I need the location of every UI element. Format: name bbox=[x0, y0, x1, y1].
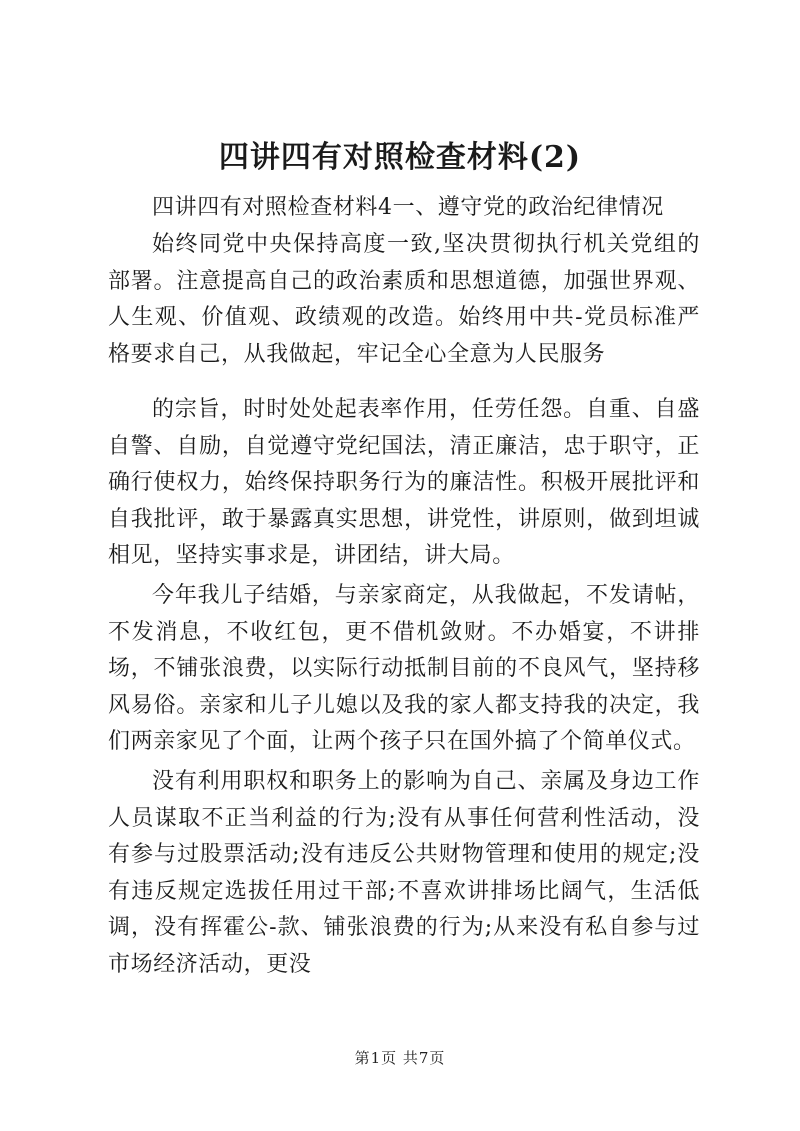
paragraph-3: 的宗旨，时时处处起表率作用，任劳任怨。自重、自盛自警、自励，自觉遵守党纪国法，清正廉洁，忠于职守，正确行使权力，始终保持职务行为的廉洁性。积极开展批评和自我批评，敢于暴露真实思想，讲党性，讲原则，做到坦诚相见，坚持实事求是，讲团结，讲大局。 bbox=[108, 397, 700, 568]
paragraph-2: 始终同党中央保持高度一致,坚决贯彻执行机关党组的部署。注意提高自己的政治素质和思想道德，加强世界观、人生观、价值观、政绩观的改造。始终用中共-党员标准严格要求自己，从我做起，牢记全心全意为人民服务 bbox=[108, 232, 700, 367]
page-footer: 第1页 共7页 bbox=[354, 1049, 446, 1067]
paragraph-4: 今年我儿子结婚，与亲家商定，从我做起，不发请帖，不发消息，不收红包，更不借机敛财。不办婚宴，不讲排场，不铺张浪费，以实际行动抵制目前的不良风气，坚持移风易俗。亲家和儿子儿媳以及我的家人都支持我的决定，我们两亲家见了个面，让两个孩子只在国外搞了个简单仪式。 bbox=[108, 583, 700, 754]
paragraph-5: 没有利用职权和职务上的影响为自己、亲属及身边工作人员谋取不正当利益的行为;没有从事任何营利性活动，没有参与过股票活动;没有违反公共财物管理和使用的规定;没有违反规定选拔任用过干部;不喜欢讲排场比阔气，生活低调，没有挥霍公-款、铺张浪费的行为;从来没有私自参与过市场经济活动，更没 bbox=[108, 769, 700, 977]
document-title: 四讲四有对照检查材料(2) bbox=[218, 140, 582, 175]
paragraph-1: 四讲四有对照检查材料4一、遵守党的政治纪律情况 bbox=[152, 195, 664, 220]
